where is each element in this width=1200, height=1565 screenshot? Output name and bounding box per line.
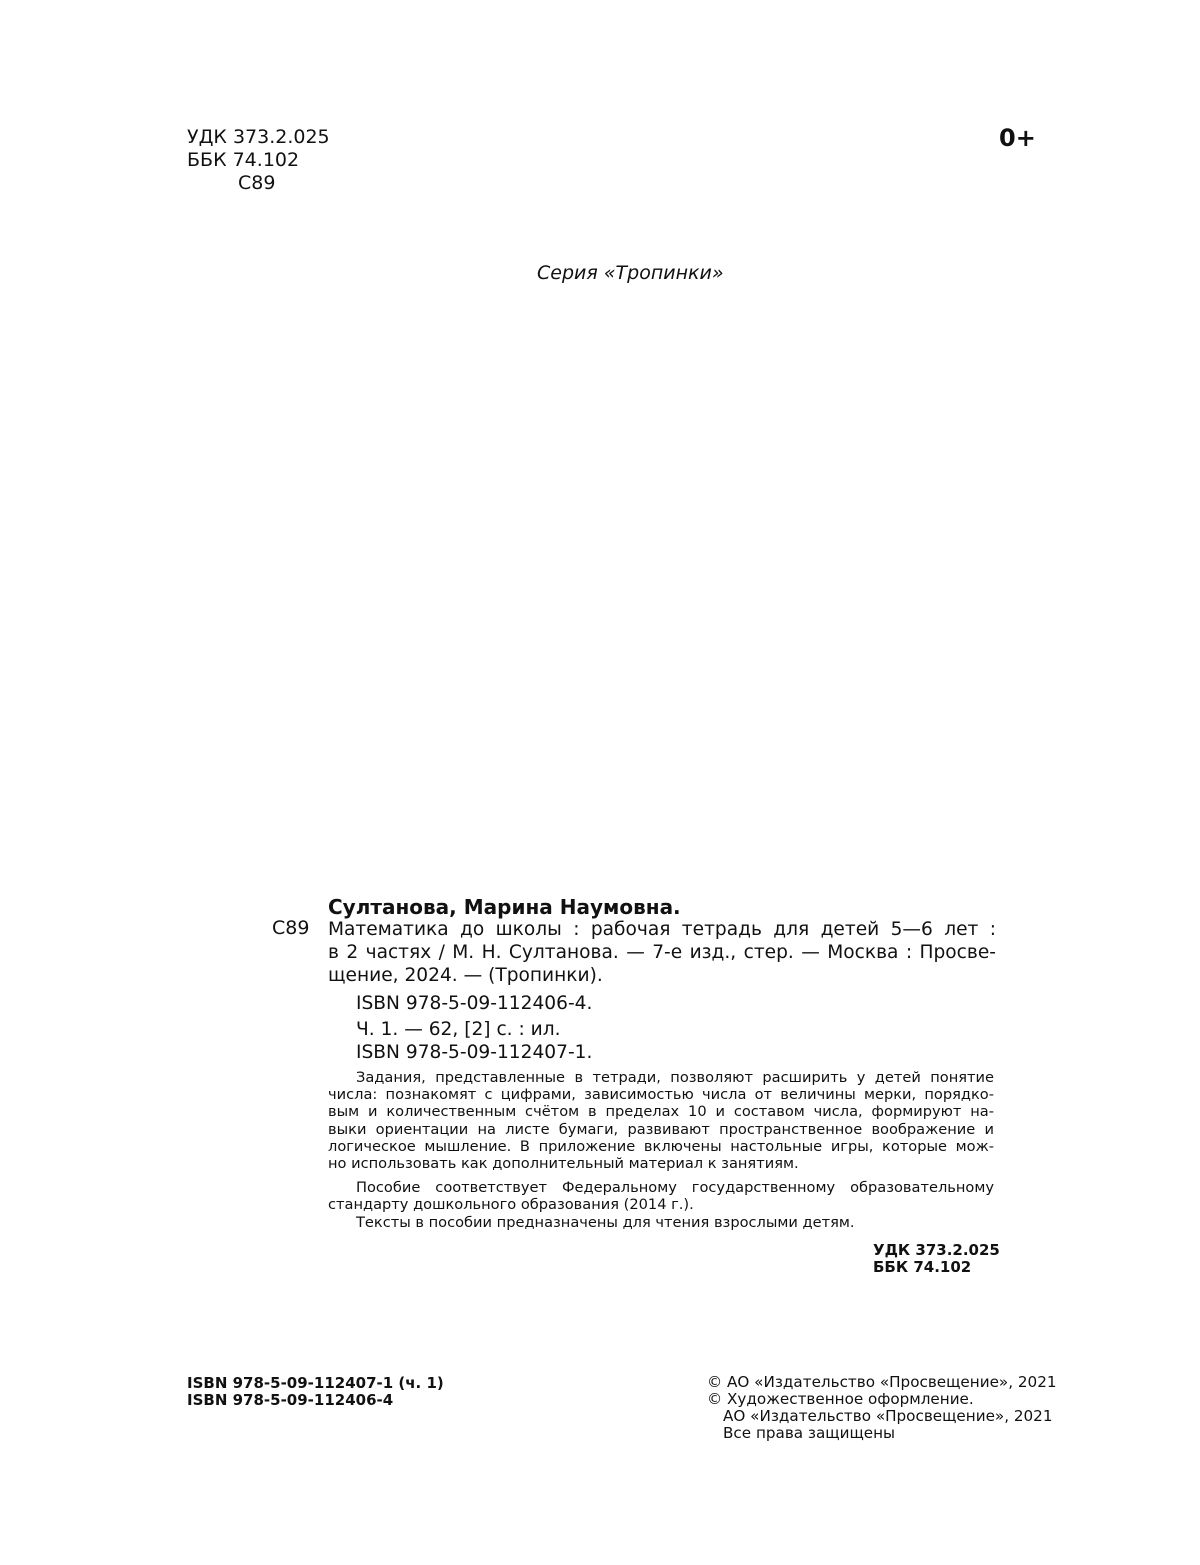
copyright-line: © Художественное оформление. — [707, 1390, 974, 1408]
audience-note-line: Тексты в пособии предназначены для чтения взрослыми детям. — [356, 1214, 855, 1231]
isbn-part: ISBN 978-5-09-112407-1. — [356, 1042, 593, 1063]
standard-note-line: Пособие соответствует Федеральному государственному образовательному — [356, 1179, 994, 1196]
bibliographic-description — [328, 918, 996, 987]
annotation-line: но использовать как дополнительный материал к занятиям. — [328, 1154, 799, 1172]
description-line: Математика до школы : рабочая тетрадь для детей 5—6 лет : — [328, 919, 996, 940]
author-sign-card: С89 — [272, 917, 310, 939]
udk-code-card: УДК 373.2.025 — [873, 1241, 1000, 1259]
description-line: в 2 частях / М. Н. Султанова. — 7-е изд., стер. — Москва : Просве- — [328, 942, 996, 963]
author-sign-top: С89 — [238, 172, 276, 194]
copyright-line: Все права защищены — [723, 1424, 896, 1442]
isbn-set: ISBN 978-5-09-112406-4. — [356, 993, 593, 1014]
isbn-footer-part: ISBN 978-5-09-112407-1 (ч. 1) — [187, 1374, 444, 1392]
copyright-line: АО «Издательство «Просвещение», 2021 — [723, 1407, 1053, 1425]
author-name: Султанова, Марина Наумовна. — [328, 895, 681, 919]
standard-note-line: стандарту дошкольного образования (2014 г.). — [328, 1196, 694, 1214]
annotation — [328, 1069, 994, 1172]
bbk-code-top: ББК 74.102 — [187, 149, 300, 171]
isbn-footer-set: ISBN 978-5-09-112406-4 — [187, 1391, 394, 1409]
age-rating: 0+ — [999, 124, 1036, 152]
bbk-code-card: ББК 74.102 — [873, 1258, 972, 1276]
audience-note — [328, 1214, 994, 1231]
series-title: Серия «Тропинки» — [537, 262, 724, 284]
annotation-line: Задания, представленные в тетради, позволяют расширить у детей понятие — [356, 1069, 994, 1086]
standard-note — [328, 1179, 994, 1213]
part-info: Ч. 1. — 62, [2] с. : ил. — [356, 1019, 561, 1040]
annotation-line: числа: познакомят с цифрами, зависимостью числа от величины мерки, порядко- — [328, 1086, 994, 1104]
udk-code-top: УДК 373.2.025 — [187, 126, 330, 148]
annotation-line: логическое мышление. В приложение включены настольные игры, которые мож- — [328, 1137, 994, 1155]
copyright-line: © АО «Издательство «Просвещение», 2021 — [707, 1373, 1057, 1391]
annotation-line: выки ориентации на листе бумаги, развивают пространственное воображение и — [328, 1120, 994, 1138]
description-line: щение, 2024. — (Тропинки). — [328, 965, 603, 986]
annotation-line: вым и количественным счётом в пределах 10 и составом числа, формируют на- — [328, 1103, 994, 1121]
